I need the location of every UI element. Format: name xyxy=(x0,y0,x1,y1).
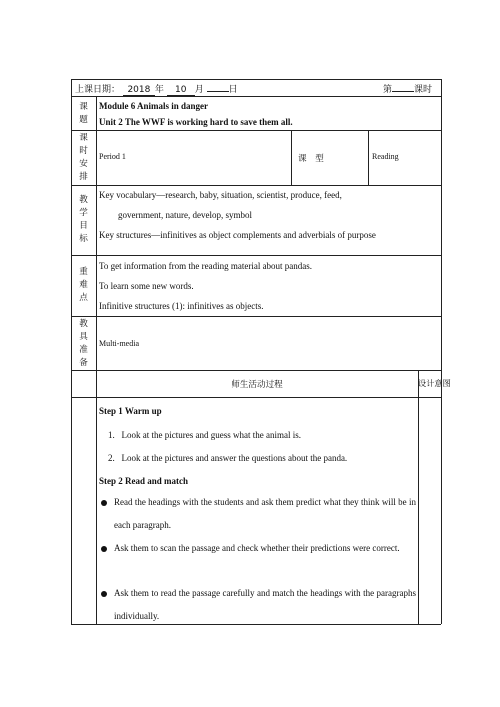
step2-bullet-1: Read the headings with the students and ask them predict what they think will be in each paragraph. xyxy=(114,497,416,530)
step2-bullet-3: Ask them to read the passage carefully and match the headings with the paragraphs individually. xyxy=(114,588,416,621)
table-rule xyxy=(71,316,441,317)
year-value: 2018 xyxy=(123,85,155,96)
tools-label: 教 具 准 备 xyxy=(79,319,88,368)
focus-line3: Infinitive structures (1): infinitives as objects. xyxy=(99,301,264,311)
goals-label: 教 学 目 标 xyxy=(79,195,88,244)
table-border-right xyxy=(441,79,442,624)
goals-line3: Key structures—infinitives as object complements and adverbials of purpose xyxy=(99,230,376,240)
focus-label: 重 难 点 xyxy=(79,267,88,303)
focus-line2: To learn some new words. xyxy=(99,281,194,291)
table-rule xyxy=(71,370,441,371)
goals-line2: government, nature, develop, symbol xyxy=(118,210,252,220)
intent-column-divider xyxy=(418,370,419,624)
type-label: 课 型 xyxy=(298,154,324,164)
month-value: 10 xyxy=(167,85,195,96)
table-rule xyxy=(71,185,441,186)
topic-label: 课 题 xyxy=(79,102,88,125)
process-header: 师生活动过程 xyxy=(231,380,283,390)
schedule-divider xyxy=(291,130,292,185)
step1-item-2: 2. Look at the pictures and answer the questions about the panda. xyxy=(108,453,348,463)
schedule-divider xyxy=(368,130,369,185)
step1-title: Step 1 Warm up xyxy=(99,406,162,416)
focus-line1: To get information from the reading material about pandas. xyxy=(99,261,313,271)
period-label: 第 课时 xyxy=(383,85,433,95)
schedule-label: 课 时 安 排 xyxy=(79,133,88,182)
step2-bullet-2: Ask them to scan the passage and check whether their predictions were correct. xyxy=(114,543,400,553)
topic-line2: Unit 2 The WWF is working hard to save them all. xyxy=(99,117,293,127)
goals-line1: Key vocabulary—research, baby, situation, scientist, produce, feed, xyxy=(99,190,342,200)
table-rule xyxy=(71,255,441,256)
table-rule xyxy=(71,130,441,131)
bullet-icon xyxy=(101,546,107,552)
date-label: 上课日期： 2018 年 10 月 日 xyxy=(75,85,238,95)
table-rule xyxy=(71,96,441,97)
type-value: Reading xyxy=(372,152,399,161)
topic-line1: Module 6 Animals in danger xyxy=(99,101,209,111)
intent-header: 设计意图 xyxy=(418,378,451,388)
bullet-icon xyxy=(101,500,107,506)
bullet-icon xyxy=(101,591,107,597)
schedule-value: Period 1 xyxy=(99,152,126,161)
tools-value: Multi-media xyxy=(99,339,139,348)
table-border-top xyxy=(71,79,441,80)
label-column-divider xyxy=(96,96,97,624)
step2-title: Step 2 Read and match xyxy=(99,476,189,486)
table-rule xyxy=(71,397,441,398)
step1-item-1: 1. Look at the pictures and guess what the animal is. xyxy=(108,430,301,440)
